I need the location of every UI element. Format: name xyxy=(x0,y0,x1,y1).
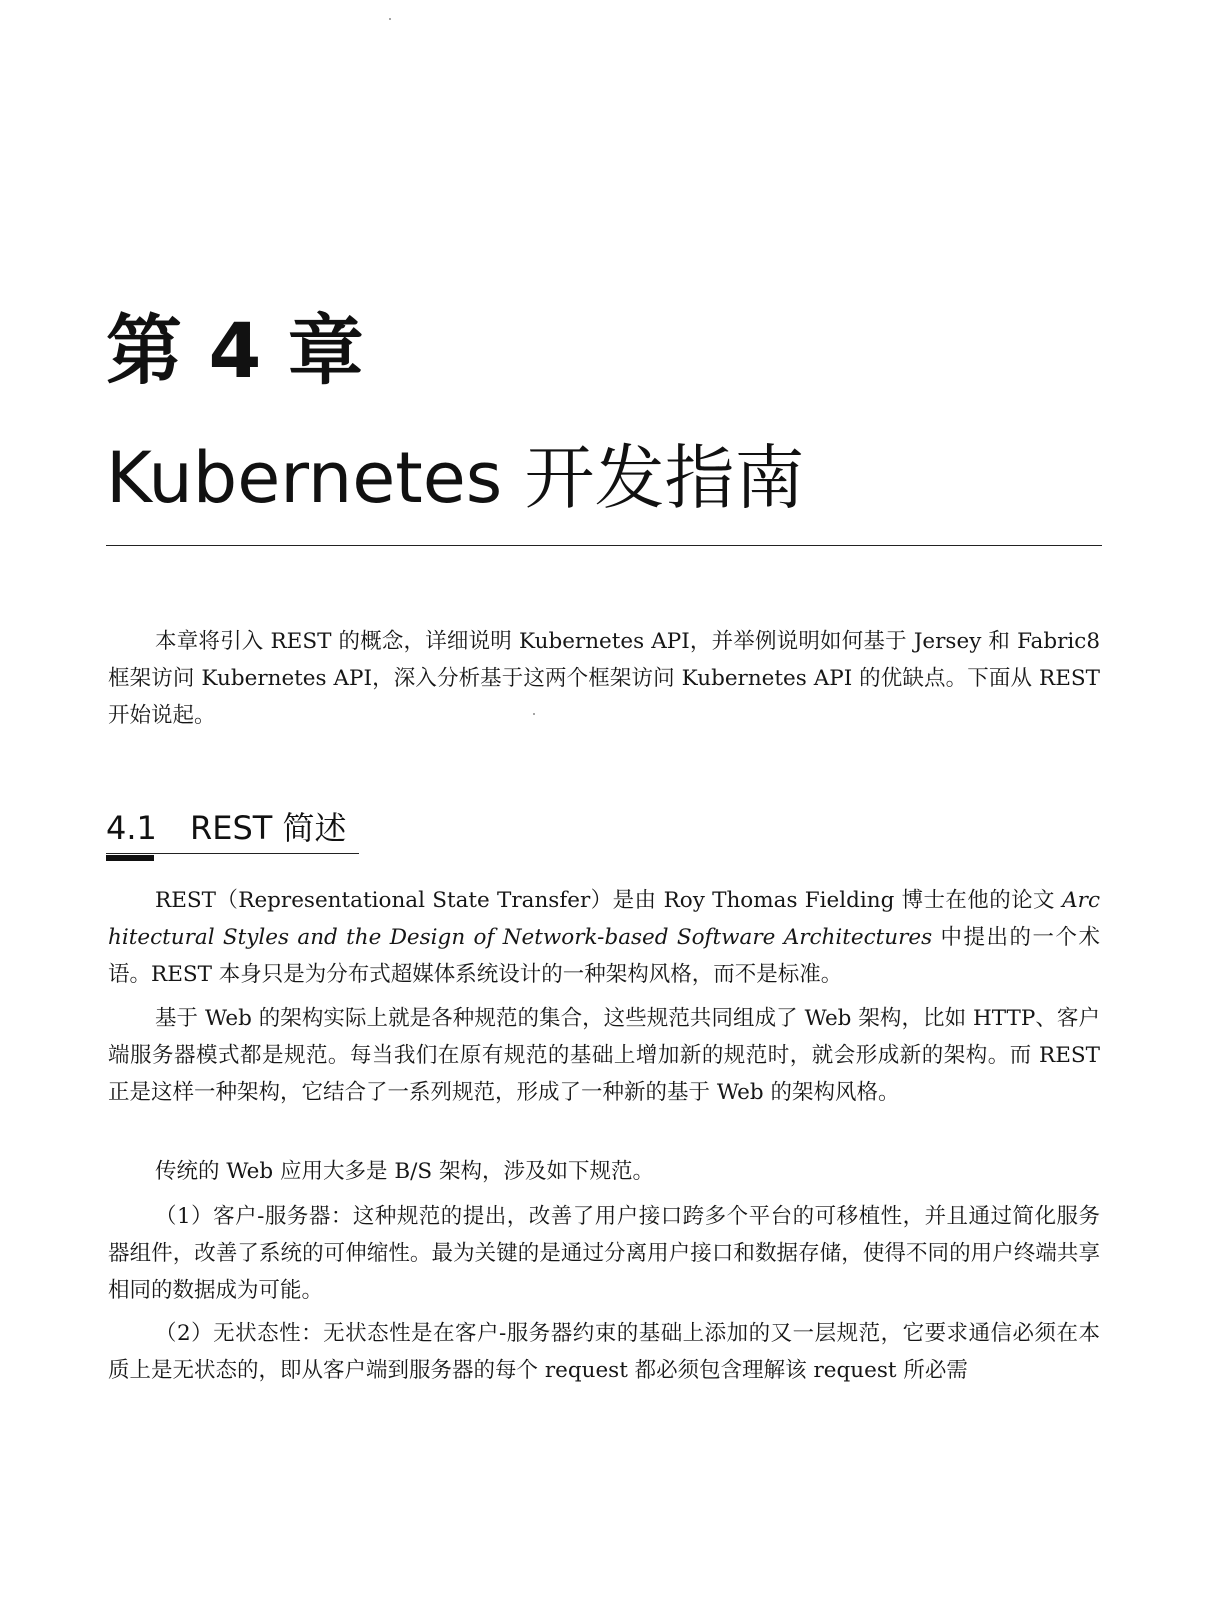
paper-title-italic: Architectural Styles and the Design of Network-based Software Architectures xyxy=(108,888,1100,950)
paragraph-text: 中提出的一个术语。REST 本身只是为分布式超媒体系统设计的一种架构风格，而不是标准。 xyxy=(108,925,1101,987)
section-title: REST 简述 xyxy=(190,809,347,847)
section-heading-rule xyxy=(106,853,359,854)
chapter-title-rule xyxy=(106,545,1102,546)
chapter-intro-paragraph: 本章将引入 REST 的概念，详细说明 Kubernetes API，并举例说明如何基于 Jersey 和 Fabric8 框架访问 Kubernetes API，深入分析基于这两个框架访问 Kubernetes API 的优缺点。下面从 REST 开始说起。 xyxy=(108,629,1100,728)
scan-speck xyxy=(389,18,391,20)
body-paragraph-rest-definition xyxy=(108,882,1100,993)
body-paragraph-client-server: （1）客户-服务器：这种规范的提出，改善了用户接口跨多个平台的可移植性，并且通过简化服务器组件，改善了系统的可伸缩性。最为关键的是通过分离用户接口和数据存储，使得不同的用户终端共享相同的数据成为可能。 xyxy=(108,1204,1100,1303)
body-paragraph-web-architecture: 基于 Web 的架构实际上就是各种规范的集合，这些规范共同组成了 Web 架构，比如 HTTP、客户端服务器模式都是规范。每当我们在原有规范的基础上增加新的规范时，就会形成新的架构。而 REST 正是这样一种架构，它结合了一系列规范，形成了一种新的基于 Web 的架构风格。 xyxy=(108,1006,1100,1105)
section-heading xyxy=(106,806,361,862)
chapter-number: 第 4 章 xyxy=(106,306,364,395)
body-paragraph-bs-architecture: 传统的 Web 应用大多是 B/S 架构，涉及如下规范。 xyxy=(155,1159,654,1184)
section-number: 4.1 xyxy=(106,809,157,847)
section-heading-bar xyxy=(106,855,154,861)
body-paragraph-stateless: （2）无状态性：无状态性是在客户-服务器约束的基础上添加的又一层规范，它要求通信必须在本质上是无状态的，即从客户端到服务器的每个 request 都必须包含理解该 request 所必需 xyxy=(108,1321,1100,1383)
chapter-title: Kubernetes 开发指南 xyxy=(106,437,805,519)
paragraph-text: REST（Representational State Transfer）是由 Roy Thomas Fielding 博士在他的论文 xyxy=(155,888,1063,913)
